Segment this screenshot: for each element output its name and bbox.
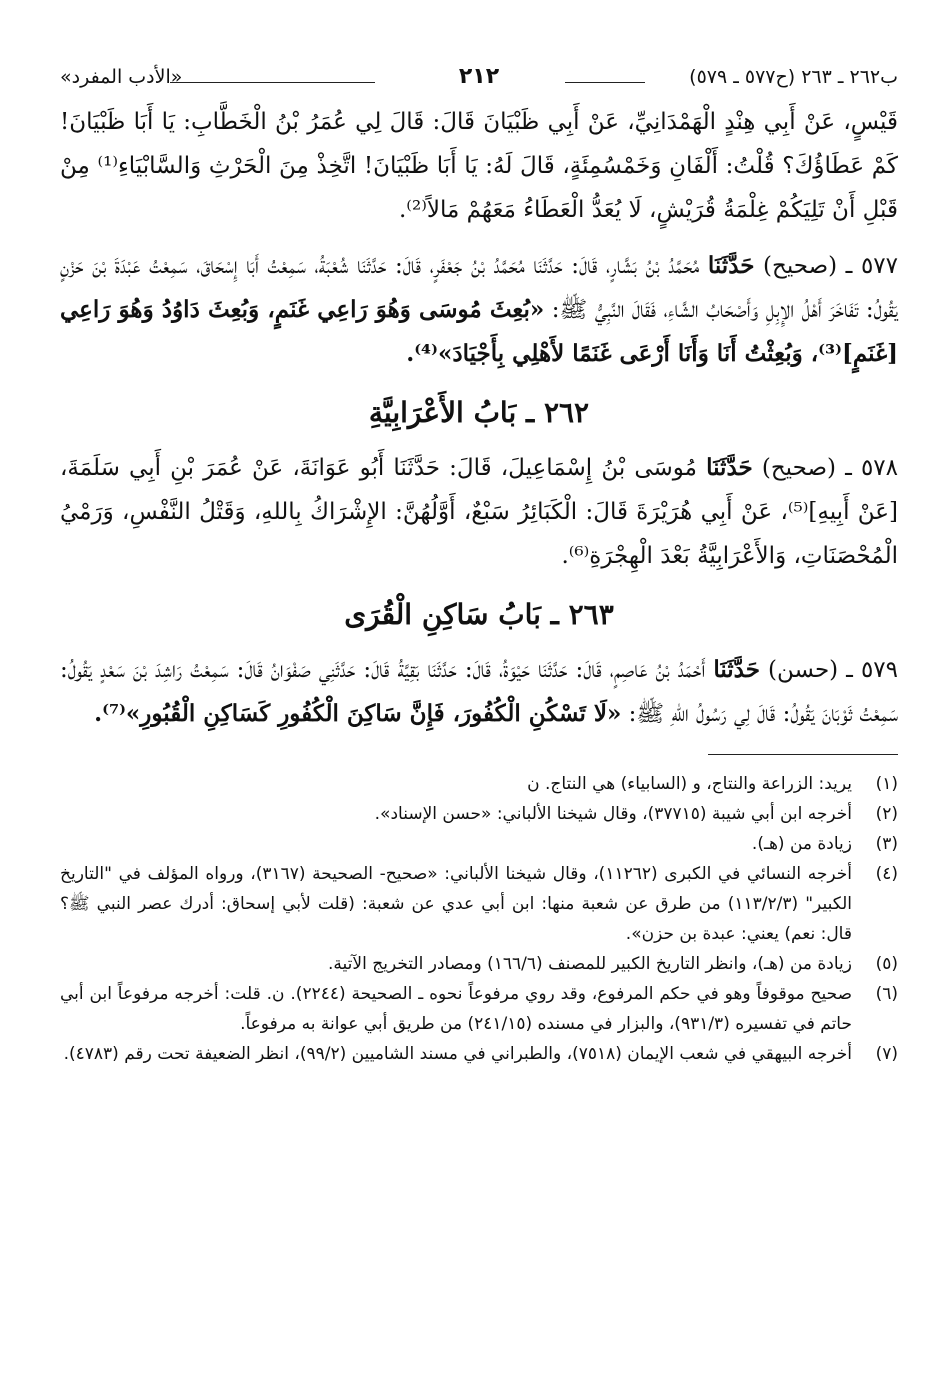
footnote-text: أخرجه ابن أبي شيبة (٣٧٧١٥)، وقال شيخنا الألباني: «حسن الإسناد».: [374, 804, 852, 824]
footnote-text: صحيح موقوفاً وهو في حكم المرفوع، وقد روي مرفوعاً نحوه ـ الصحيحة (٢٢٤٤). ن. قلت: أخرجه مرفوعاً ابن أبي حاتم في تفسيره (٩٣١/٣)، والبزار في مسنده (٢٤١/١٥) من طريق أبي عوانة به مرفوعاً.: [60, 984, 852, 1034]
spacer: [60, 232, 898, 244]
hadith-579: [60, 648, 898, 736]
hadith-577: [60, 244, 898, 376]
footnote: [60, 1039, 898, 1069]
hadith-577-number: ٥٧٧ ـ (صحيح): [754, 253, 898, 279]
page-number: ٢١٢: [458, 64, 500, 89]
footnote: [60, 769, 898, 799]
hadith-579-number: ٥٧٩ ـ (حسن): [759, 657, 898, 683]
hadith-579-matn: «لَا تَسْكُنِ الْكُفُورَ، فَإِنَّ سَاكِنَ الْكُفُورِ كَسَاكِنِ الْقُبُورِ»⁽⁷⁾.: [94, 700, 622, 727]
footnote-number: (٦): [875, 984, 898, 1004]
book-title: «الأدب المفرد»: [60, 66, 183, 88]
footnote: [60, 859, 898, 949]
hadith-577-haddathana: حَدَّثَنَا: [707, 252, 755, 279]
footnote-number: (٣): [875, 834, 898, 854]
hadith-578: [60, 446, 898, 578]
footnote-text: أخرجه البيهقي في شعب الإيمان (٧٥١٨)، والطبراني في مسند الشاميين (٩٩/٢)، انظر الضعيفة تحت رقم (٤٧٨٣).: [63, 1044, 852, 1064]
hadith-578-haddathana: حَدَّثَنَا: [706, 454, 753, 481]
footnote-number: (٥): [875, 954, 898, 974]
hadith-578-number: ٥٧٨ ـ (صحيح): [752, 455, 899, 481]
footnote: [60, 799, 898, 829]
hadith-577-matn: «بُعِثَ مُوسَى وَهُوَ رَاعِي غَنَمٍ، وَبُعِثَ دَاوُدُ وَهُوَ رَاعِي [غَنَمٍ]⁽³⁾، وَبُعِثْتُ أَنَا وَأَنَا أَرْعَى غَنَمًا لأَهْلِي بِأَجْيَادَ»⁽⁴⁾.: [60, 296, 898, 367]
footnote-text: زيادة من (هـ).: [751, 834, 852, 854]
footnote: [60, 979, 898, 1039]
page-header: [60, 60, 898, 100]
chapter-heading-263: ٢٦٣ ـ بَابُ سَاكِنِ الْقُرَى: [344, 598, 614, 631]
hadith-578-text: مُوسَى بْنُ إِسْمَاعِيلَ، قَالَ: حَدَّثَنَا أَبُو عَوَانَةَ، عَنْ عُمَرَ بْنِ أَبِي سَلَمَةَ، [عَنْ أَبِيهِ]⁽⁵⁾، عَنْ أَبِي هُرَيْرَةَ قَالَ: الْكَبَائِرُ سَبْعٌ، أَوَّلُهُنَّ: الإِشْرَاكُ بِاللهِ، وَقَتْلُ النَّفْسِ، وَرَمْيُ الْمُحْصَنَاتِ، وَالأَعْرَابِيَّةُ بَعْدَ الْهِجْرَةِ⁽⁶⁾.: [60, 455, 899, 569]
footnote-number: (٢): [875, 804, 898, 824]
footnote-text: يريد: الزراعة والنتاج، و (السابياء) هي النتاج. ن: [527, 774, 852, 794]
header-rule-left: [170, 82, 375, 83]
hadith-579-haddathana: حَدَّثَنَا: [713, 656, 760, 683]
header-chapter-range: ب٢٦٢ ـ ٢٦٣ (ح٥٧٧ ـ ٥٧٩): [689, 66, 898, 88]
book-page: [60, 60, 898, 1069]
footnote-separator: [708, 754, 898, 755]
footnote: [60, 949, 898, 979]
continued-paragraph: قَيْسٍ، عَنْ أَبِي هِنْدٍ الْهَمْدَانِيِّ، عَنْ أَبِي ظَبْيَانَ قَالَ: قَالَ لِي عُمَرُ بْنُ الْخَطَّابِ: يَا أَبَا ظَبْيَانَ! كَمْ عَطَاؤُكَ؟ قُلْتُ: أَلْفَانِ وَخَمْسُمِئَةٍ، قَالَ لَهُ: يَا أَبَا ظَبْيَانَ! اتَّخِذْ مِنَ الْحَرْثِ وَالسَّابْيَاءِ⁽¹⁾ مِنْ قَبْلِ أَنْ تَلِيَكُمْ غِلْمَةُ قُرَيْشٍ، لَا يُعَدُّ الْعَطَاءُ مَعَهُمْ مَالاً⁽²⁾.: [60, 109, 898, 223]
footnote: [60, 829, 898, 859]
footnote-number: (٤): [875, 864, 898, 884]
footnote-number: (٧): [875, 1044, 898, 1064]
hadith-579-isnad: أَحْمَدُ بْنُ عَاصِمٍ، قَالَ: حَدَّثَنَا حَيْوَةُ، قَالَ: حَدَّثَنَا بَقِيَّةُ قَالَ: حَدَّثَنِي صَفْوَانُ قَالَ: سَمِعْتُ رَاشِدَ بْنَ سَعْدٍ يَقُولُ: سَمِعْتُ ثَوْبَانَ يَقُولُ: قَالَ لِي رَسُولُ اللهِ ﷺ:: [60, 657, 898, 727]
chapter-heading-262: ٢٦٢ ـ بَابُ الأَعْرَابِيَّةِ: [368, 396, 590, 429]
footnote-text: زيادة من (هـ)، وانظر التاريخ الكبير للمصنف (١٦٦/٦) ومصادر التخريج الآتية.: [328, 954, 852, 974]
footnote-number: (١): [875, 774, 898, 794]
footnotes: [60, 769, 898, 1069]
hadith-577-isnad: مُحَمَّدُ بْنُ بَشَّارٍ، قَالَ: حَدَّثَنَا مُحَمَّدُ بْنُ جَعْفَرٍ، قَالَ: حَدَّثَنَا شُعْبَةُ، سَمِعْتُ أَبَا إِسْحَاقَ، سَمِعْتُ عَبْدَةَ بْنَ حَزْنٍ يَقُولُ: تَفَاخَرَ أَهْلُ الإِبِلِ وَأَصْحَابُ الشَّاءِ، فَقَالَ النَّبِيُّ ﷺ:: [60, 253, 898, 323]
footnote-text: أخرجه النسائي في الكبرى (١١٢٦٢)، وقال شيخنا الألباني: «صحيح- الصحيحة (٣١٦٧)، ورواه المؤلف في "التاريخ الكبير" (١١٣/٢/٣) من طرق عن شعبة منها: ابن أبي عدي عن شعبة: (قلت لأبي إسحاق: أدرك عصر النبي ﷺ؟ قال: نعم) يعني: عبدة بن حزن».: [60, 864, 853, 944]
